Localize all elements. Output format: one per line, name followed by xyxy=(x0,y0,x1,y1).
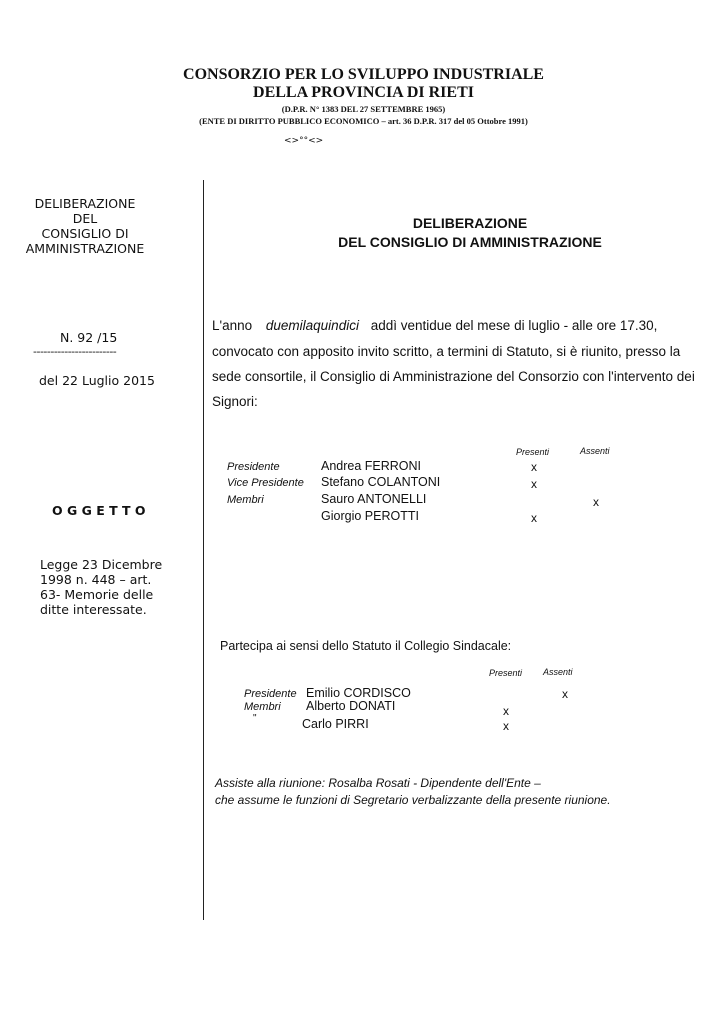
collegio-intro: Partecipa ai sensi dello Statuto il Collegio Sindacale: xyxy=(220,639,512,653)
collegio-assenti-header: Assenti xyxy=(543,667,573,677)
oggetto-line: Legge 23 Dicembre xyxy=(40,557,163,572)
deliberation-date: del 22 Luglio 2015 xyxy=(39,373,155,388)
header-ornament: <>°°<> xyxy=(284,136,324,146)
intro-line3: sede consortile, il Consiglio di Amministrazione del Consorzio con l'intervento dei xyxy=(212,369,695,384)
council-absent-mark: x xyxy=(593,495,599,509)
council-present-mark: x xyxy=(531,511,537,525)
header-title-line2: DELLA PROVINCIA DI RIETI xyxy=(253,84,474,101)
intro-line1 xyxy=(212,318,657,333)
deliberation-number: N. 92 /15 xyxy=(60,330,118,345)
left-deliberazione-block xyxy=(10,196,160,256)
council-role: Vice Presidente xyxy=(227,477,304,489)
oggetto-line: ditte interessate. xyxy=(40,602,147,617)
header-dpr: (D.P.R. N° 1383 DEL 27 SETTEMBRE 1965) xyxy=(281,104,446,114)
collegio-role-ditto: " xyxy=(253,713,257,724)
header-title-line1: CONSORZIO PER LO SVILUPPO INDUSTRIALE xyxy=(183,66,544,83)
left-delib-line: CONSIGLIO DI xyxy=(41,226,129,241)
main-title-line2: DEL CONSIGLIO DI AMMINISTRAZIONE xyxy=(338,234,602,250)
intro-line4: Signori: xyxy=(212,394,258,409)
collegio-role: Membri xyxy=(244,701,281,713)
oggetto-label: O G G E T T O xyxy=(52,503,146,518)
left-delib-line: AMMINISTRAZIONE xyxy=(25,241,145,256)
left-delib-line: DELIBERAZIONE xyxy=(34,196,136,211)
council-assenti-header: Assenti xyxy=(580,446,610,456)
intro-anno: L'anno xyxy=(212,318,253,333)
collegio-name: Emilio CORDISCO xyxy=(306,686,411,700)
intro-year: duemilaquindici xyxy=(265,318,359,333)
main-title-line1: DELIBERAZIONE xyxy=(412,215,528,231)
oggetto-text xyxy=(40,557,178,617)
collegio-present-mark: x xyxy=(503,719,509,733)
oggetto-line: 1998 n. 448 – art. xyxy=(40,572,152,587)
collegio-presenti-header: Presenti xyxy=(489,668,523,678)
number-underline: ------------------------ xyxy=(33,345,117,358)
header-ente: (ENTE DI DIRITTO PUBBLICO ECONOMICO – art. 36 D.P.R. 317 del 05 Ottobre 1991) xyxy=(199,116,528,126)
council-presenti-header: Presenti xyxy=(516,447,550,457)
council-name: Giorgio PEROTTI xyxy=(321,509,419,523)
council-name: Andrea FERRONI xyxy=(321,459,422,473)
council-role: Membri xyxy=(227,494,264,506)
council-role: Presidente xyxy=(227,461,280,473)
oggetto-line: 63- Memorie delle xyxy=(40,587,154,602)
collegio-present-mark: x xyxy=(503,704,509,718)
intro-line2: convocato con apposito invito scritto, a termini di Statuto, si è riunito, presso la xyxy=(212,344,681,359)
assiste-line1: Assiste alla riunione: Rosalba Rosati - Dipendente dell'Ente – xyxy=(215,776,541,790)
collegio-name: Carlo PIRRI xyxy=(302,717,369,731)
collegio-role: Presidente xyxy=(244,688,297,700)
collegio-name: Alberto DONATI xyxy=(306,699,396,713)
collegio-absent-mark: x xyxy=(562,687,568,701)
council-present-mark: x xyxy=(531,460,537,474)
column-divider xyxy=(203,180,204,920)
council-name: Stefano COLANTONI xyxy=(321,475,441,489)
assiste-line2: che assume le funzioni di Segretario verbalizzante della presente riunione. xyxy=(215,793,611,807)
council-name: Sauro ANTONELLI xyxy=(321,492,427,506)
intro-date: addì ventidue del mese di luglio - alle ore 17.30, xyxy=(370,318,658,333)
left-delib-line: DEL xyxy=(72,211,98,226)
council-present-mark: x xyxy=(531,477,537,491)
